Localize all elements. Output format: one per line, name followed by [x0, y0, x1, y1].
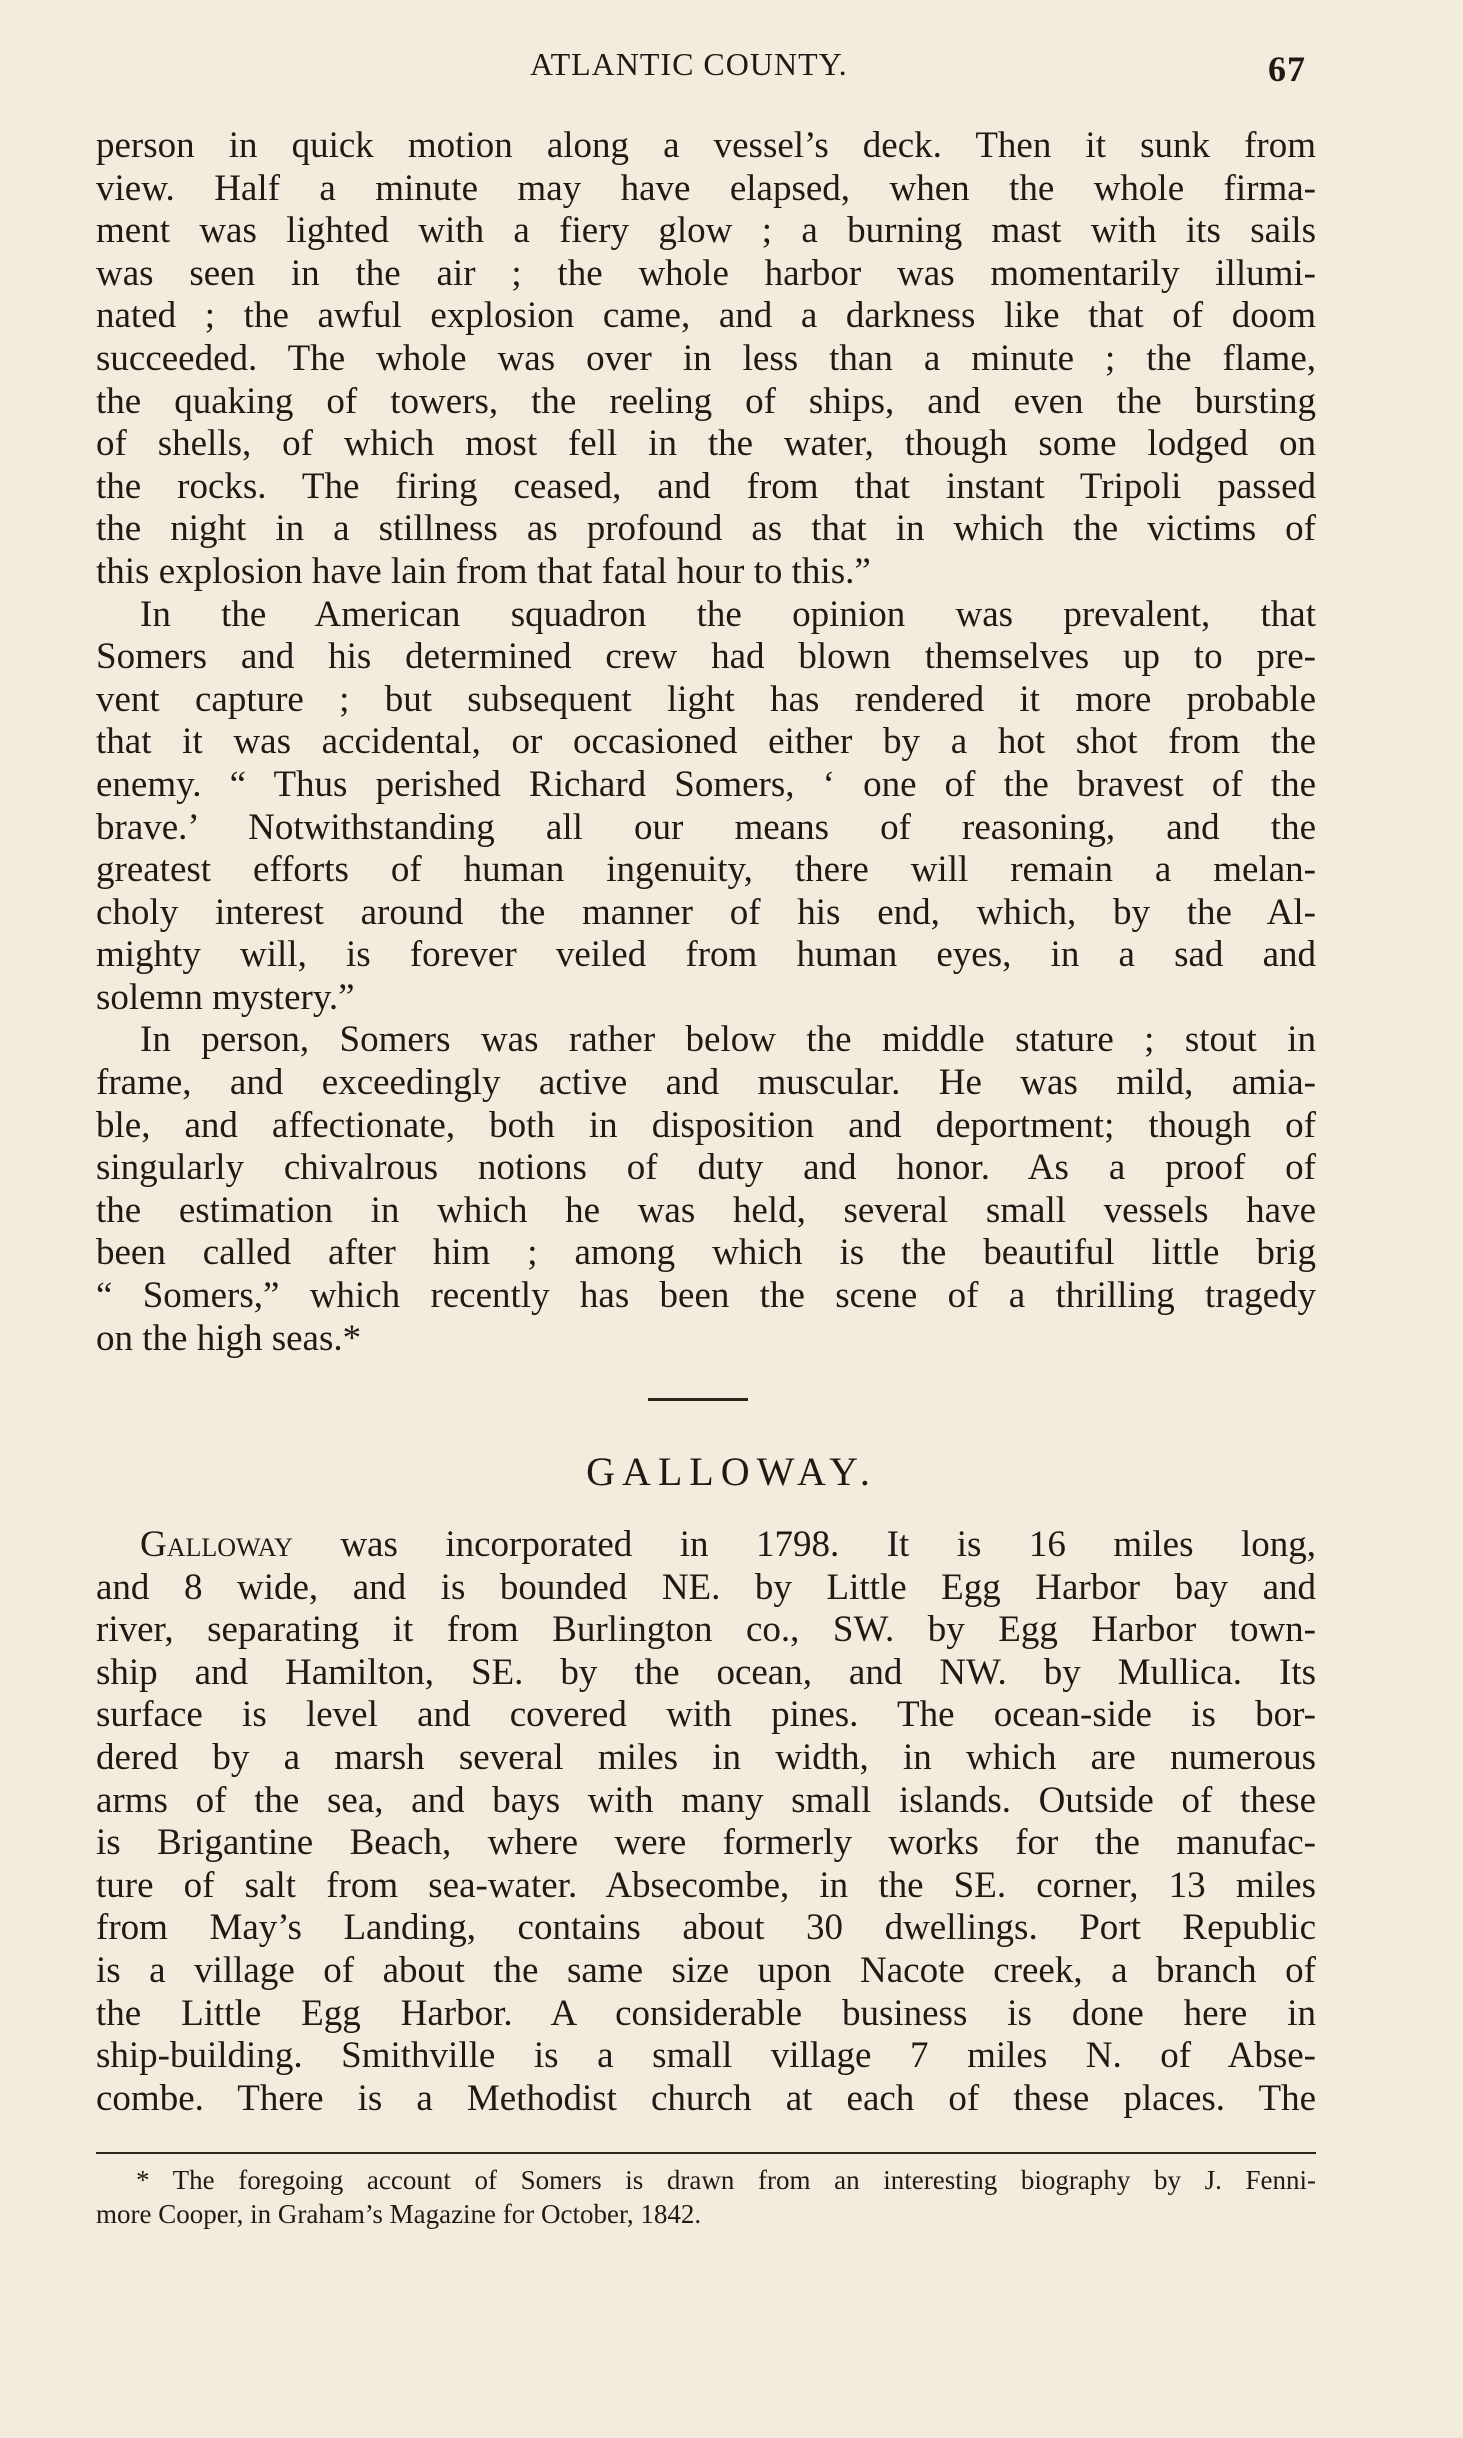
text-line: ship and Hamilton, SE. by the ocean, and NW. by Mullica. Its	[96, 1651, 1316, 1693]
text-line: arms of the sea, and bays with many small islands. Outside of these	[96, 1779, 1316, 1821]
text-line: singularly chivalrous notions of duty and honor. As a proof of	[96, 1147, 1316, 1189]
body-text-galloway	[96, 1524, 1316, 2120]
lead-word: Galloway	[140, 1524, 293, 1565]
text-line: this explosion have lain from that fatal hour to this.”	[96, 550, 871, 592]
text-line: combe. There is a Methodist church at each of these places. The	[96, 2077, 1316, 2119]
text-line: from May’s Landing, contains about 30 dwellings. Port Republic	[96, 1907, 1316, 1949]
text-line: solemn mystery.”	[96, 976, 355, 1018]
lead-line-rest: was incorporated in 1798. It is 16 miles long,	[292, 1524, 1316, 1565]
text-line: dered by a marsh several miles in width, in which are numerous	[96, 1736, 1316, 1778]
text-line: choly interest around the manner of his end, which, by the Al-	[96, 891, 1316, 933]
text-line: view. Half a minute may have elapsed, when the whole firma-	[96, 167, 1316, 209]
footnote	[96, 2163, 1316, 2231]
text-line: nated ; the awful explosion came, and a darkness like that of doom	[96, 295, 1316, 337]
body-text-top	[96, 125, 1316, 1360]
text-line: been called after him ; among which is the beautiful little brig	[96, 1232, 1316, 1274]
text-line: was seen in the air ; the whole harbor was momentarily illumi-	[96, 252, 1316, 294]
text-line: the quaking of towers, the reeling of ships, and even the bursting	[96, 380, 1316, 422]
text-line	[96, 1524, 1316, 1567]
footnote-line: more Cooper, in Graham’s Magazine for October, 1842.	[96, 2199, 702, 2229]
text-line: the Little Egg Harbor. A considerable business is done here in	[96, 1992, 1316, 2034]
text-line: the night in a stillness as profound as that in which the victims of	[96, 508, 1316, 550]
text-line: the rocks. The firing ceased, and from that instant Tripoli passed	[96, 465, 1316, 507]
text-line: that it was accidental, or occasioned either by a hot shot from the	[96, 721, 1316, 763]
text-line: mighty will, is forever veiled from human eyes, in a sad and	[96, 934, 1316, 976]
text-line: on the high seas.*	[96, 1317, 362, 1359]
text-line: greatest efforts of human ingenuity, there will remain a melan-	[96, 849, 1316, 891]
text-line: is Brigantine Beach, where were formerly works for the manufac-	[96, 1822, 1316, 1864]
text-line: ment was lighted with a fiery glow ; a burning mast with its sails	[96, 210, 1316, 252]
text-line: ture of salt from sea-water. Absecombe, in the SE. corner, 13 miles	[96, 1864, 1316, 1906]
text-line: brave.’ Notwithstanding all our means of reasoning, and the	[96, 806, 1316, 848]
text-line: surface is level and covered with pines. The ocean-side is bor-	[96, 1694, 1316, 1736]
footnote-rule	[96, 2152, 1316, 2154]
text-line: frame, and exceedingly active and muscular. He was mild, amia-	[96, 1062, 1316, 1104]
text-line: Somers and his determined crew had blown themselves up to pre-	[96, 636, 1316, 678]
text-line: vent capture ; but subsequent light has rendered it more probable	[96, 678, 1316, 720]
page-number: 67	[1268, 49, 1306, 89]
section-divider	[648, 1398, 748, 1401]
text-line: In the American squadron the opinion was prevalent, that	[140, 593, 1316, 635]
text-line: ble, and affectionate, both in disposition and deportment; though of	[96, 1104, 1316, 1146]
text-line: “ Somers,” which recently has been the scene of a thrilling tragedy	[96, 1275, 1316, 1317]
text-line: enemy. “ Thus perished Richard Somers, ‘ one of the bravest of the	[96, 763, 1316, 805]
text-line: is a village of about the same size upon Nacote creek, a branch of	[96, 1949, 1316, 1991]
text-line: river, separating it from Burlington co., SW. by Egg Harbor town-	[96, 1609, 1316, 1651]
text-line: In person, Somers was rather below the middle stature ; stout in	[140, 1019, 1316, 1061]
section-heading: GALLOWAY.	[586, 1449, 877, 1494]
footnote-line: * The foregoing account of Somers is drawn from an interesting biography by J. Fenni-	[136, 2165, 1316, 2195]
text-line: and 8 wide, and is bounded NE. by Little Egg Harbor bay and	[96, 1566, 1316, 1608]
running-head	[0, 46, 1463, 89]
text-line: person in quick motion along a vessel’s deck. Then it sunk from	[96, 125, 1316, 166]
text-line: ship-building. Smithville is a small village 7 miles N. of Abse-	[96, 2035, 1316, 2077]
text-line: the estimation in which he was held, several small vessels have	[96, 1189, 1316, 1231]
text-line: succeeded. The whole was over in less than a minute ; the flame,	[96, 337, 1316, 379]
running-title: ATLANTIC COUNTY.	[530, 46, 848, 82]
text-line: of shells, of which most fell in the water, though some lodged on	[96, 423, 1316, 465]
